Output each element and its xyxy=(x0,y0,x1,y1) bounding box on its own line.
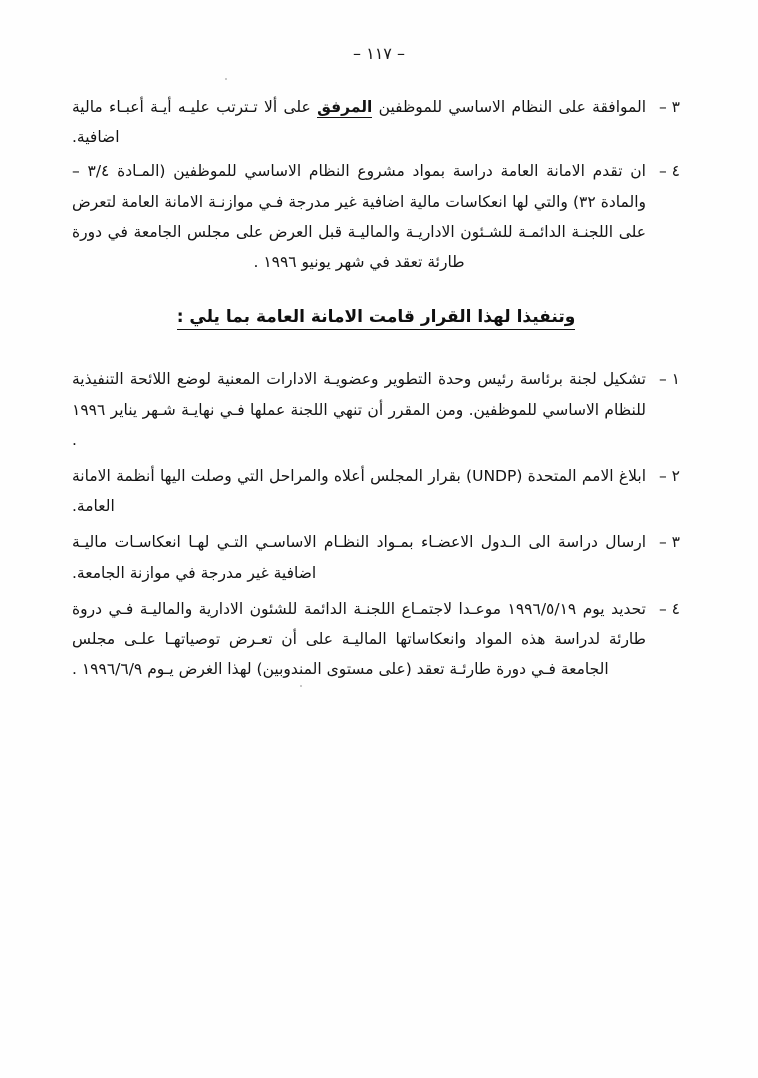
item-text xyxy=(72,92,646,152)
list-item xyxy=(72,527,680,587)
list-item xyxy=(72,364,680,455)
item-text xyxy=(72,461,646,521)
list-item xyxy=(72,594,680,685)
item-marker: ٤ – xyxy=(658,162,680,181)
page-number: – ١١٧ – xyxy=(353,44,405,63)
section-heading-wrap xyxy=(72,307,680,330)
numbered-item xyxy=(72,156,680,277)
item-marker: ٣ – xyxy=(658,98,680,116)
item-text: ارسال دراسة الى الـدول الاعضـاء بمـواد النظـام الاساسـي التـي لهـا انعكاسـات ماليـة اضافية غير مدرجة في موازنة الجامعة. xyxy=(72,533,646,582)
item-text: تحديد يوم ١٩٩٦/٥/١٩ موعـدا لاجتمـاع اللجنـة الدائمة للشئون الادارية والماليـة فـي دروة طارئة لدراسة هذه المواد وانعكاساتها الماليـة على أن تعـرض توصياتهـا علـى مجلس الجامعة فـي دورة طارئـة تعقد (على مستوى المندوبين) لهذا الغرض يـوم ١٩٩٦/٦/٩ . xyxy=(72,599,646,679)
item-marker: ١ – xyxy=(658,370,680,389)
item-text-start: ابلاغ الامم المتحدة ( xyxy=(516,466,647,485)
list-item xyxy=(72,461,680,521)
numbered-item xyxy=(72,92,680,152)
item-marker: ٣ – xyxy=(658,533,680,552)
item-text: ان تقدم الامانة العامة دراسة بمواد مشروع النظام الاساسي للموظفين (المـادة ٣/٤ – والمادة ٣٢) والتي لها انعكاسات مالية اضافية غير مدرجة فـي موازنـة الامانة العامة لتعرض على اللجنـة الدائمـة للشـئون الاداريـة والماليـة قبل العرض على مجلس الجامعة في دورة طارئة تعقد في شهر يونيو ١٩٩٦ . xyxy=(72,162,647,272)
scan-speck xyxy=(300,685,302,687)
item-text: تشكيل لجنة برئاسة رئيس وحدة التطوير وعضويـة الادارات المعنية لوضع اللائحة التنفيذية للنظام الاساسي للموظفين. ومن المقرر أن تنهي اللجنة عملها فـي نهايـة شـهر يناير ١٩٩٦ . xyxy=(72,370,646,449)
item-marker: ٤ – xyxy=(658,599,680,618)
organization-acronym: UNDP xyxy=(472,466,517,485)
numbered-list xyxy=(72,364,680,684)
scan-speck xyxy=(225,78,227,80)
item-marker: ٢ – xyxy=(658,466,680,485)
document-body xyxy=(72,92,680,691)
item-text-end: ) بقرار المجلس أعلاه والمراحل التي وصلت اليها أنظمة الامانة العامة. xyxy=(72,466,473,516)
item-text-underlined: المرفق xyxy=(317,98,373,116)
item-text-before: الموافقة على النظام الاساسي للموظفين xyxy=(372,98,646,116)
section-heading: وتنفيذا لهذا القرار قامت الامانة العامة بما يلي : xyxy=(177,307,576,330)
item-text-after: على ألا تـترتب عليـه أيـة أعبـاء مالية اضافية. xyxy=(72,98,318,147)
